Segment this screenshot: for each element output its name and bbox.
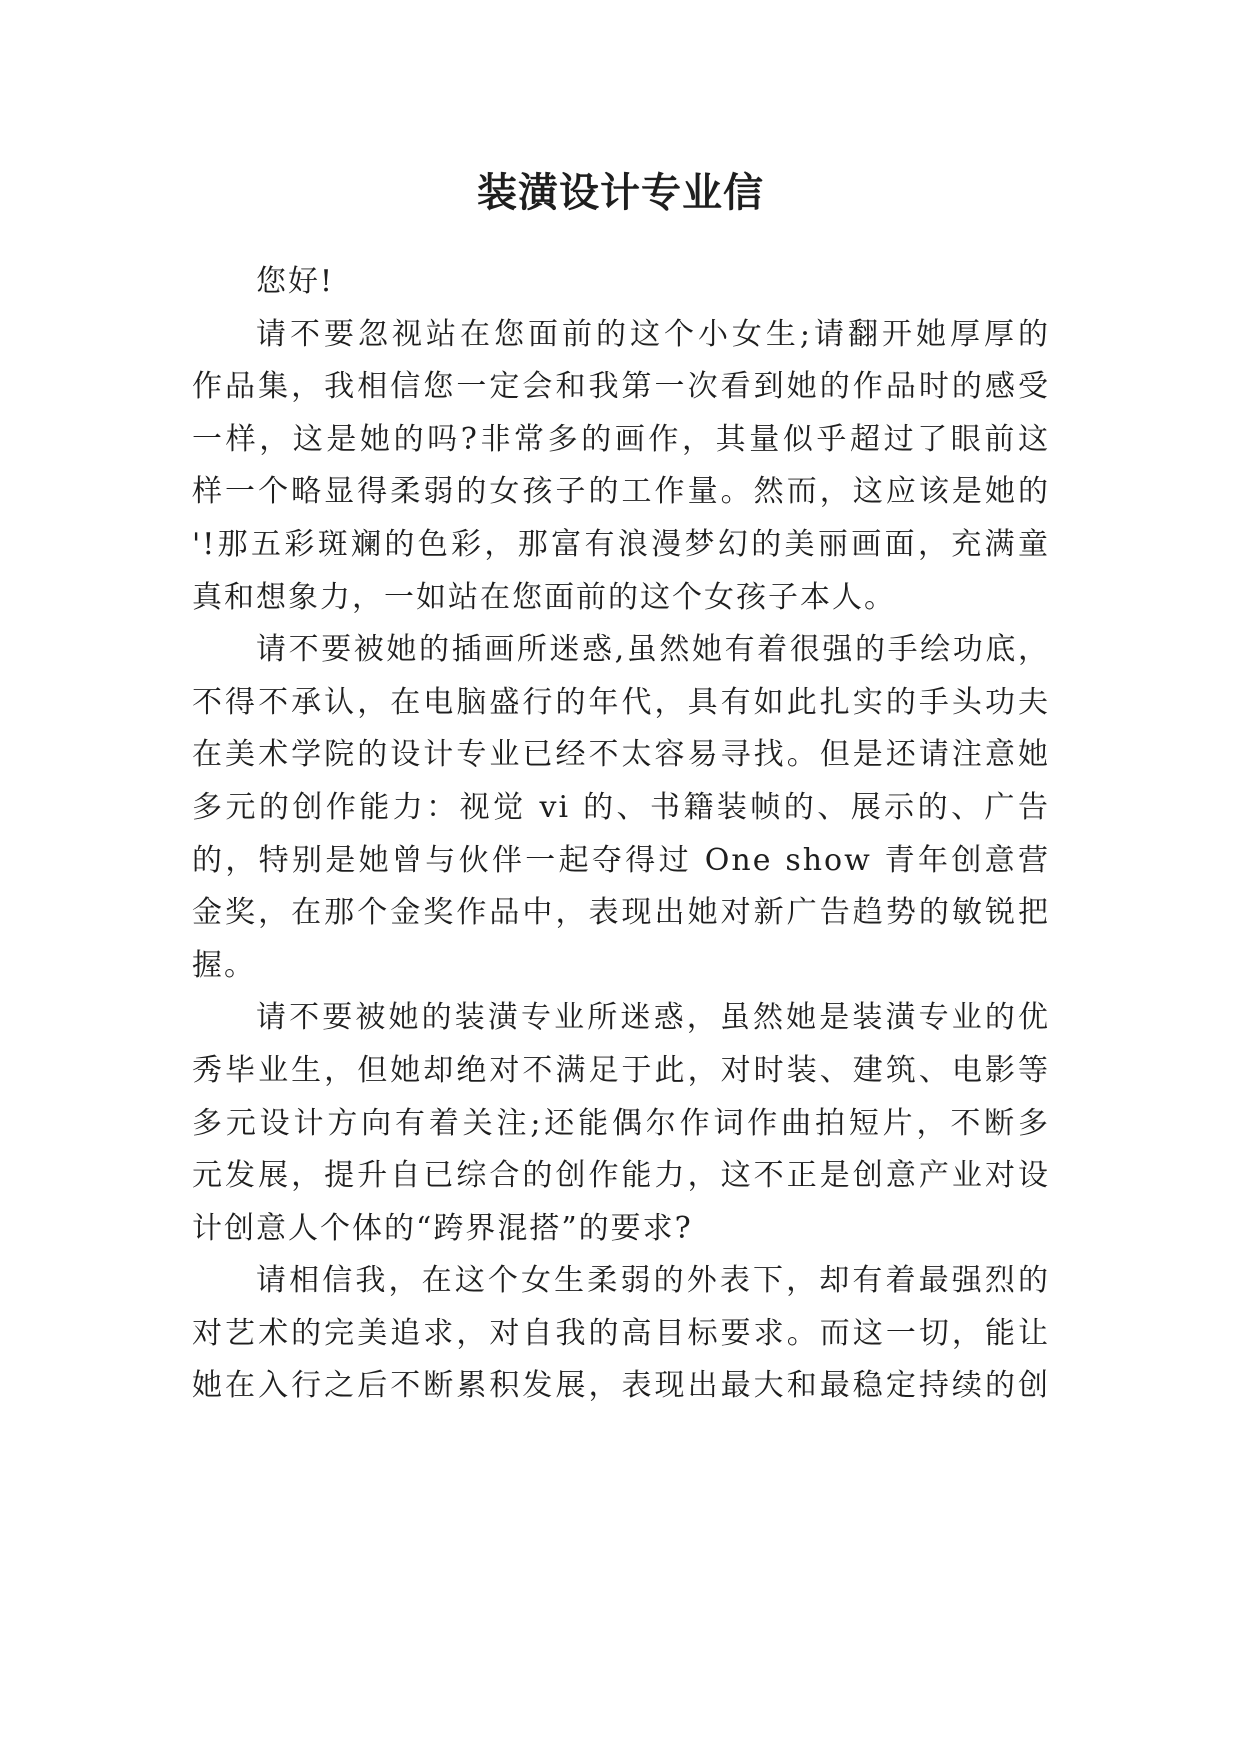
text-line: 计创意人个体的“跨界混搭”的要求? (192, 1210, 693, 1246)
text-line: 金奖，在那个金奖作品中，表现出她对新广告趋势的敏锐把 (192, 895, 1050, 931)
paragraph (192, 992, 1050, 1255)
text-line: 多元设计方向有着关注;还能偶尔作词作曲拍短片，不断多 (192, 1105, 1050, 1141)
text-line: 不得不承认，在电脑盛行的年代，具有如此扎实的手头功夫 (192, 684, 1050, 720)
text-line: 握。 (192, 947, 256, 983)
greeting: 您好! (256, 264, 335, 299)
text-line: 秀毕业生，但她却绝对不满足于此，对时装、建筑、电影等 (192, 1052, 1050, 1088)
page-title: 装潢设计专业信 (477, 168, 764, 216)
text-line: 元发展，提升自已综合的创作能力，这不正是创意产业对设 (192, 1158, 1050, 1194)
text-line: 在美术学院的设计专业已经不太容易寻找。但是还请注意她 (192, 737, 1050, 773)
letter-body (192, 256, 1050, 1413)
text-line: 请不要被她的装潢专业所迷惑，虽然她是装潢专业的优 (256, 1000, 1050, 1036)
text-line: 真和想象力，一如站在您面前的这个女孩子本人。 (192, 579, 896, 615)
text-line: 对艺术的完美追求，对自我的高目标要求。而这一切，能让 (192, 1315, 1050, 1351)
text-line: 请相信我，在这个女生柔弱的外表下，却有着最强烈的 (256, 1263, 1050, 1299)
text-line: 样一个略显得柔弱的女孩子的工作量。然而，这应该是她的 (192, 474, 1050, 510)
text-line: 请不要忽视站在您面前的这个小女生;请翻开她厚厚的 (256, 316, 1050, 352)
text-line: 一样，这是她的吗?非常多的画作，其量似乎超过了眼前这 (192, 421, 1050, 457)
text-line: '!那五彩斑斓的色彩，那富有浪漫梦幻的美丽画面，充满童 (192, 526, 1050, 562)
text-line: 请不要被她的插画所迷惑,虽然她有着很强的手绘功底， (256, 632, 1050, 668)
text-line: 作品集，我相信您一定会和我第一次看到她的作品时的感受 (192, 369, 1050, 405)
text-line: 她在入行之后不断累积发展，表现出最大和最稳定持续的创 (192, 1368, 1050, 1404)
paragraph (192, 624, 1050, 992)
paragraph (192, 1255, 1050, 1413)
text-line: 多元的创作能力：视觉 vi 的、书籍装帧的、展示的、广告 (192, 789, 1050, 825)
text-line: 的，特别是她曾与伙伴一起夺得过 One show 青年创意营 (192, 842, 1050, 878)
paragraph (192, 309, 1050, 625)
